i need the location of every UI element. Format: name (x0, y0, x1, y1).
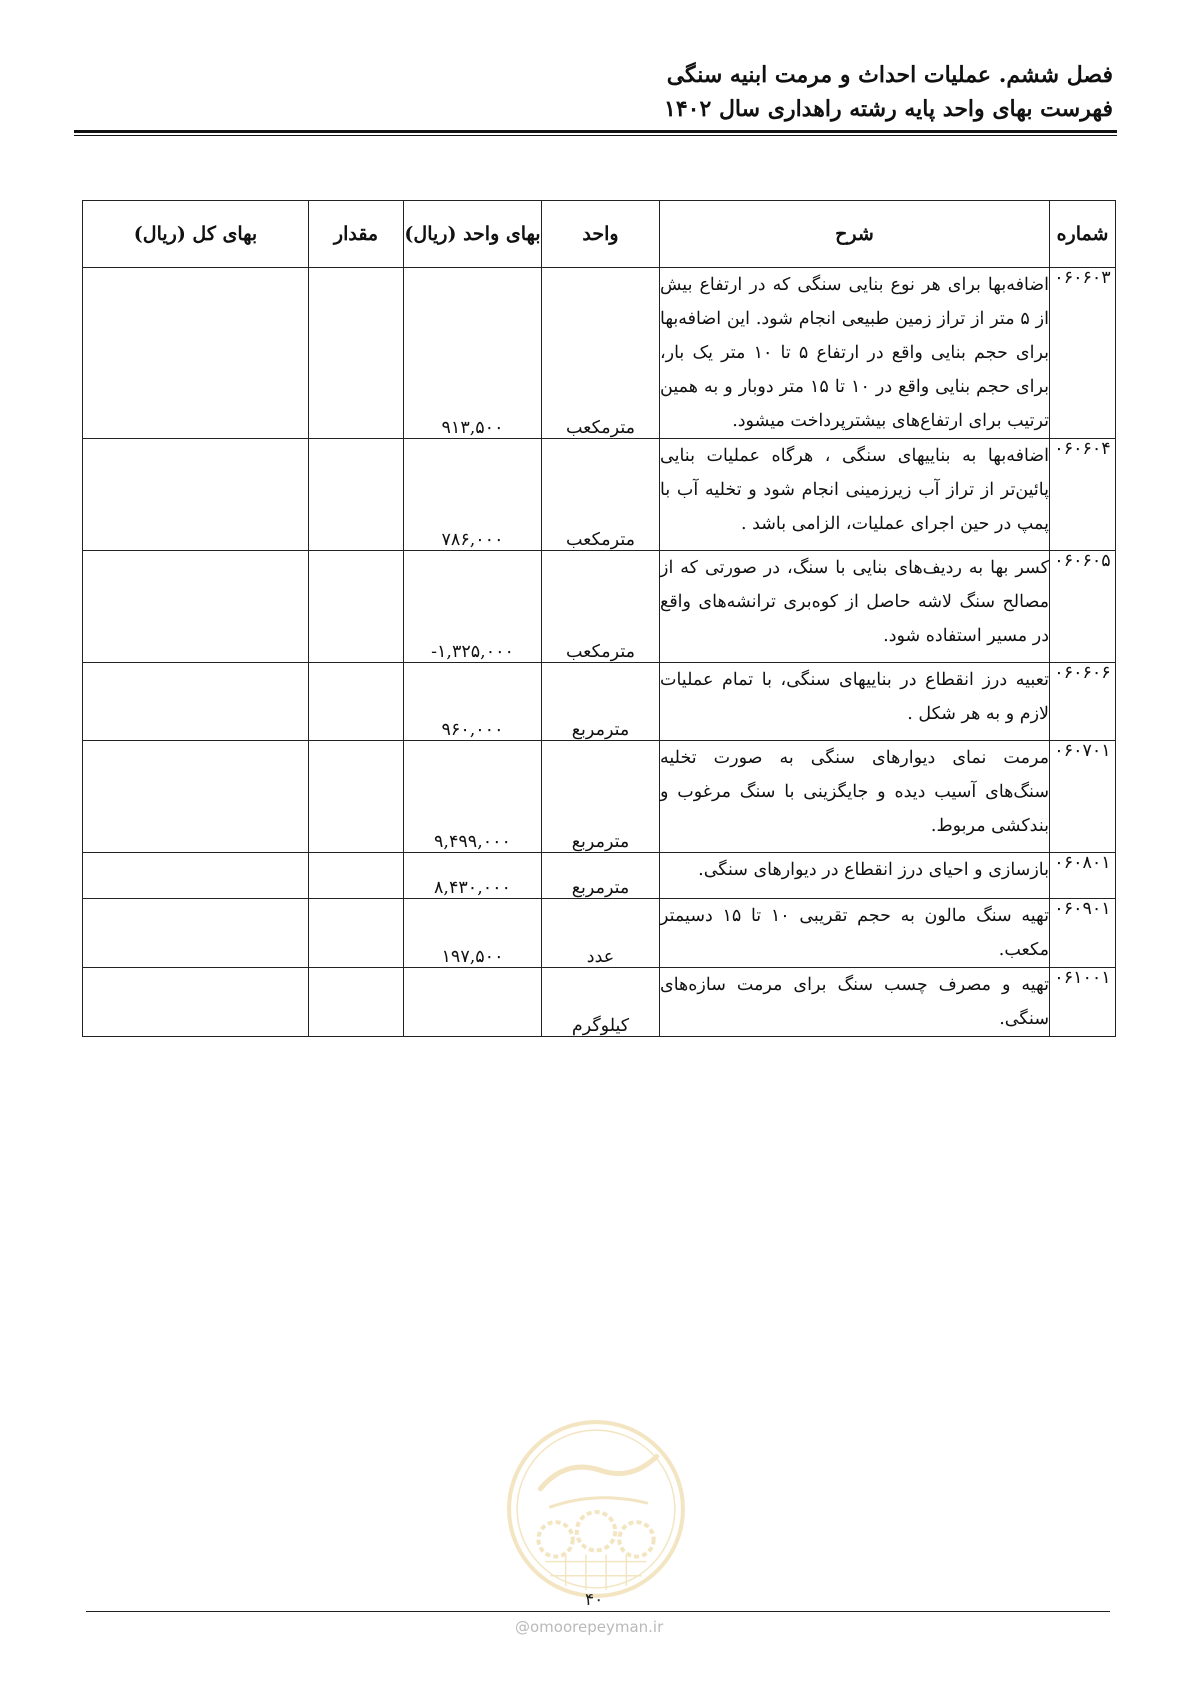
row-quantity (309, 899, 404, 968)
row-total-price (83, 268, 309, 439)
row-total-price (83, 663, 309, 741)
row-total-price (83, 899, 309, 968)
row-unit: کیلوگرم (542, 968, 660, 1037)
row-description: تعبیه درز انقطاع در بناییهای سنگی، با تمام عملیات لازم و به هر شکل . (660, 663, 1050, 741)
table-row (83, 551, 1116, 663)
row-description: اضافه‌بها به بناییهای سنگی ، هرگاه عملیات بنایی پائین‌تر از تراز آب زیرزمینی انجام شود و تخلیه آب با پمپ در حین اجرای عملیات، الزامی باشد . (660, 439, 1050, 551)
row-description: کسر بها به ردیف‌های بنایی با سنگ، در صورتی که از مصالح سنگ لاشه حاصل از کوه‌بری ترانشه‌های واقع در مسیر استفاده شود. (660, 551, 1050, 663)
price-list-table (82, 200, 1116, 1037)
page-number: ۴۰ (585, 1590, 604, 1610)
header-code: شماره (1050, 201, 1116, 268)
row-total-price (83, 741, 309, 853)
row-unit-price: ۹۶۰,۰۰۰ (404, 663, 542, 741)
row-code: ۰۶۰۶۰۶ (1050, 663, 1116, 741)
row-quantity (309, 968, 404, 1037)
row-unit-price: -۱,۳۲۵,۰۰۰ (404, 551, 542, 663)
table-row (83, 268, 1116, 439)
row-description: تهیه سنگ مالون به حجم تقریبی ۱۰ تا ۱۵ دسیمتر مکعب. (660, 899, 1050, 968)
row-code: ۰۶۰۸۰۱ (1050, 853, 1116, 899)
row-unit: مترمربع (542, 741, 660, 853)
page-header (73, 58, 1113, 126)
table-header-row (83, 201, 1116, 268)
table-row (83, 439, 1116, 551)
header-rule-thick (74, 130, 1117, 133)
header-unit-price: بهای واحد (ریال) (404, 201, 542, 268)
table-row (83, 741, 1116, 853)
row-unit-price: ۸,۴۳۰,۰۰۰ (404, 853, 542, 899)
header-quantity: مقدار (309, 201, 404, 268)
row-quantity (309, 741, 404, 853)
row-code: ۰۶۰۶۰۳ (1050, 268, 1116, 439)
row-code: ۰۶۰۶۰۵ (1050, 551, 1116, 663)
footer-rule (86, 1611, 1110, 1612)
header-description: شرح (660, 201, 1050, 268)
row-unit-price: ۷۸۶,۰۰۰ (404, 439, 542, 551)
row-total-price (83, 968, 309, 1037)
row-unit-price (404, 968, 542, 1037)
row-code: ۰۶۰۹۰۱ (1050, 899, 1116, 968)
row-total-price (83, 853, 309, 899)
row-unit-price: ۹۱۳,۵۰۰ (404, 268, 542, 439)
header-total-price: بهای کل (ریال) (83, 201, 309, 268)
table-row (83, 968, 1116, 1037)
row-quantity (309, 853, 404, 899)
table-row (83, 899, 1116, 968)
row-unit: مترمربع (542, 663, 660, 741)
row-unit: مترمکعب (542, 439, 660, 551)
row-quantity (309, 268, 404, 439)
row-unit-price: ۹,۴۹۹,۰۰۰ (404, 741, 542, 853)
row-quantity (309, 663, 404, 741)
row-unit: عدد (542, 899, 660, 968)
row-quantity (309, 439, 404, 551)
website-watermark: @omoorepeyman.ir (515, 1618, 664, 1636)
row-unit-price: ۱۹۷,۵۰۰ (404, 899, 542, 968)
row-total-price (83, 551, 309, 663)
header-unit: واحد (542, 201, 660, 268)
row-unit: مترمربع (542, 853, 660, 899)
row-description: بازسازی و احیای درز انقطاع در دیوارهای سنگی. (660, 853, 1050, 899)
row-description: مرمت نمای دیوارهای سنگی به صورت تخلیه سنگ‌های آسیب دیده و جایگزینی با سنگ مرغوب و بندکشی مربوط. (660, 741, 1050, 853)
row-code: ۰۶۰۶۰۴ (1050, 439, 1116, 551)
list-title: فهرست بهای واحد پایه رشته راهداری سال ۱۴۰۲ (664, 96, 1113, 122)
table-row (83, 663, 1116, 741)
header-rule-thin (74, 135, 1117, 136)
row-description: تهیه و مصرف چسب سنگ برای مرمت سازه‌های سنگی. (660, 968, 1050, 1037)
watermark-logo-icon (505, 1418, 687, 1600)
row-quantity (309, 551, 404, 663)
chapter-title: فصل ششم. عملیات احداث و مرمت ابنیه سنگی (666, 62, 1113, 88)
row-code: ۰۶۱۰۰۱ (1050, 968, 1116, 1037)
row-total-price (83, 439, 309, 551)
row-unit: مترمکعب (542, 551, 660, 663)
row-code: ۰۶۰۷۰۱ (1050, 741, 1116, 853)
row-description: اضافه‌بها برای هر نوع بنایی سنگی که در ارتفاع بیش از ۵ متر از تراز زمین طبیعی انجام شود. این اضافه‌بها برای حجم بنایی واقع در ارتفاع ۵ تا ۱۰ متر یک بار، برای حجم بنایی واقع در ۱۰ تا ۱۵ متر دوبار و به همین ترتیب برای ارتفاع‌های بیشترپرداخت میشود. (660, 268, 1050, 439)
row-unit: مترمکعب (542, 268, 660, 439)
table-row (83, 853, 1116, 899)
